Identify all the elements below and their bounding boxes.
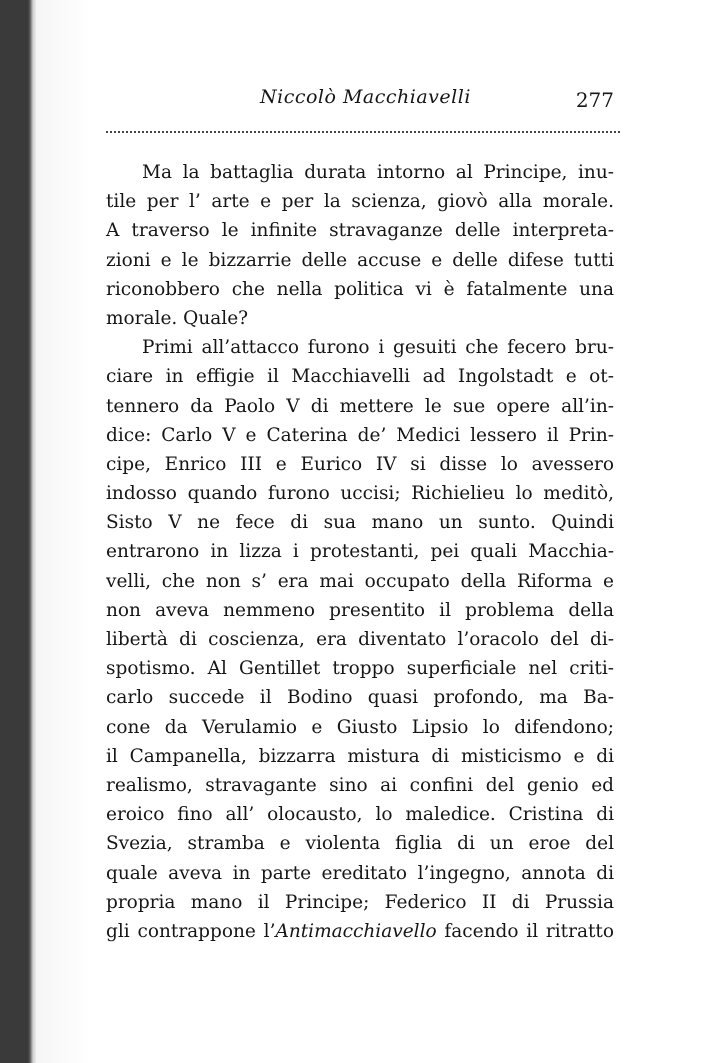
text-line: riconobbero che nella politica vi è fatalmente una xyxy=(106,278,614,300)
text-line: gli contrappone l’Antimacchiavello facendo il ritratto xyxy=(106,920,614,942)
text-line: tile per l’ arte e per la scienza, giovò alla morale. xyxy=(106,191,614,213)
text-line: velli, che non s’ era mai occupato della Riforma e xyxy=(106,570,614,592)
text-line: il Campanella, bizzarra mistura di misticismo e di xyxy=(106,745,614,767)
text-line: realismo, stravagante sino ai confini del genio ed xyxy=(106,774,614,796)
italic-title: Antimacchiavello xyxy=(275,920,437,942)
text-line: tennero da Paolo V di mettere le sue opere all’in- xyxy=(106,395,614,417)
text-line: entrarono in lizza i protestanti, pei quali Macchia- xyxy=(106,541,614,563)
text-line: Ma la battaglia durata intorno al Principe, inu- xyxy=(142,162,614,183)
text-line: cone da Verulamio e Giusto Lipsio lo difendono; xyxy=(106,716,614,738)
text-line: cipe, Enrico III e Eurico IV si disse lo avessero xyxy=(106,453,614,475)
book-binding-shadow xyxy=(0,0,36,1063)
text-line: zioni e le bizzarrie delle accuse e delle difese tutti xyxy=(106,249,614,271)
text-line: carlo succede il Bodino quasi profondo, ma Ba- xyxy=(106,687,614,709)
text-line: dice: Carlo V e Caterina de’ Medici lessero il Prin- xyxy=(106,424,614,446)
header-divider xyxy=(106,131,620,133)
text-line: non aveva nemmeno presentito il problema della xyxy=(106,599,614,621)
text-line: Svezia, stramba e violenta figlia di un eroe del xyxy=(106,833,614,855)
text-line: eroico fino all’ olocausto, lo maledice. Cristina di xyxy=(106,804,614,826)
running-title: Niccolò Macchiavelli xyxy=(260,86,471,108)
text-line: libertà di coscienza, era diventato l’oracolo del di- xyxy=(106,629,614,650)
body-text xyxy=(106,158,614,946)
text-line: propria mano il Principe; Federico II di Prussia xyxy=(106,891,614,913)
text-line: indosso quando furono uccisi; Richielieu lo meditò, xyxy=(106,483,614,505)
page-header xyxy=(106,86,620,116)
text-line: quale aveva in parte ereditato l’ingegno, annota di xyxy=(106,862,614,884)
text-line: ciare in effigie il Macchiavelli ad Ingolstadt e ot- xyxy=(106,366,614,388)
text-line: spotismo. Al Gentillet troppo superficiale nel criti- xyxy=(106,658,614,680)
text-line: A traverso le infinite stravaganze delle interpreta- xyxy=(106,220,614,242)
page-number: 277 xyxy=(575,88,614,112)
text-line: Sisto V ne fece di sua mano un sunto. Quindi xyxy=(106,512,614,534)
text-line: morale. Quale? xyxy=(106,307,249,329)
text-line: Primi all’attacco furono i gesuiti che fecero bru- xyxy=(142,337,614,359)
